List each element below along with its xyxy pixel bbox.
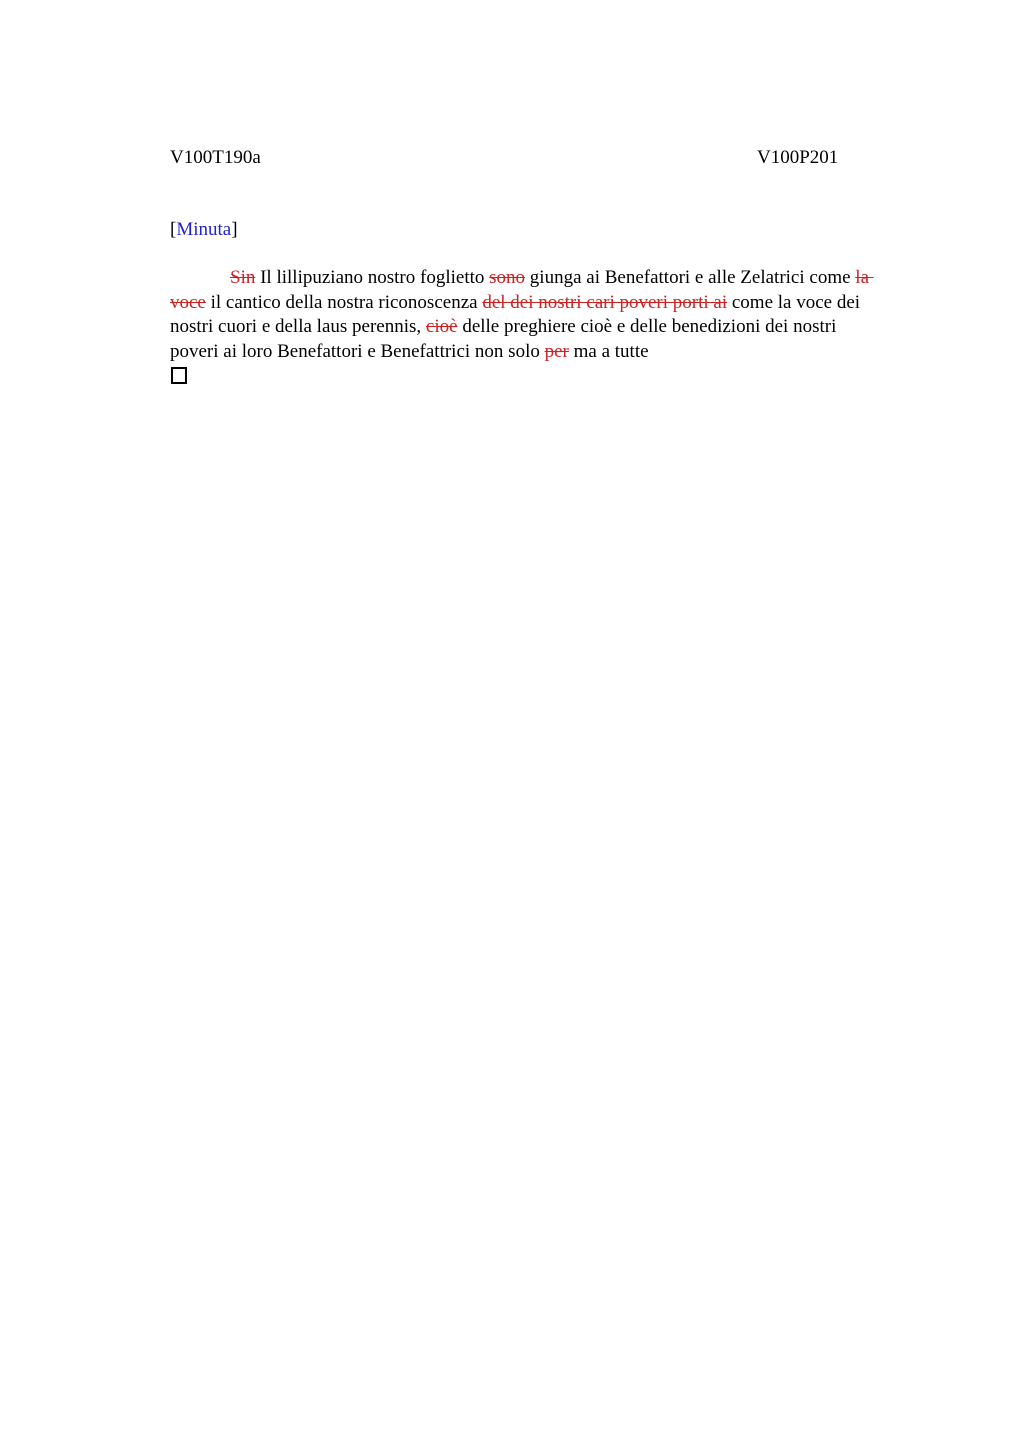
page-header	[170, 147, 1024, 172]
minuta-link[interactable]: Minuta	[176, 219, 232, 240]
text-run: Il lillipuziano nostro foglietto	[255, 267, 490, 288]
minuta-open-bracket: [	[170, 219, 177, 240]
text-run: giunga ai Benefattori e alle Zelatrici come	[525, 267, 856, 288]
deleted-text: voce	[170, 291, 206, 313]
paragraph-line	[170, 266, 940, 291]
text-run: ma a tutte	[568, 340, 649, 362]
document-code-right: V100P201	[757, 147, 839, 168]
paragraph-line	[170, 315, 940, 340]
deleted-text: del dei nostri cari poveri porti ai	[482, 291, 728, 313]
text-run: nostri cuori e della laus perennis,	[170, 316, 426, 337]
paragraph-line	[170, 291, 940, 316]
square-line	[170, 367, 940, 387]
minuta-label-row	[170, 219, 238, 241]
text-run: poveri ai loro Benefattori e Benefattrici non solo	[170, 340, 545, 362]
text-run: il cantico della nostra riconoscenza	[205, 291, 483, 313]
paragraph-line	[170, 340, 940, 365]
text-run: delle preghiere cioè e delle benedizioni dei nostri	[457, 316, 837, 337]
minuta-close-bracket: ]	[231, 219, 238, 240]
empty-square-icon	[171, 367, 187, 384]
deleted-text: per	[544, 340, 569, 362]
deleted-text: cioè	[425, 316, 458, 337]
deleted-text: Sin	[230, 267, 256, 288]
deleted-text: sono	[489, 267, 526, 288]
manuscript-paragraph	[170, 266, 940, 387]
deleted-text: la	[855, 267, 874, 288]
document-code-left: V100T190a	[170, 147, 261, 168]
text-run: come la voce dei	[727, 291, 861, 313]
